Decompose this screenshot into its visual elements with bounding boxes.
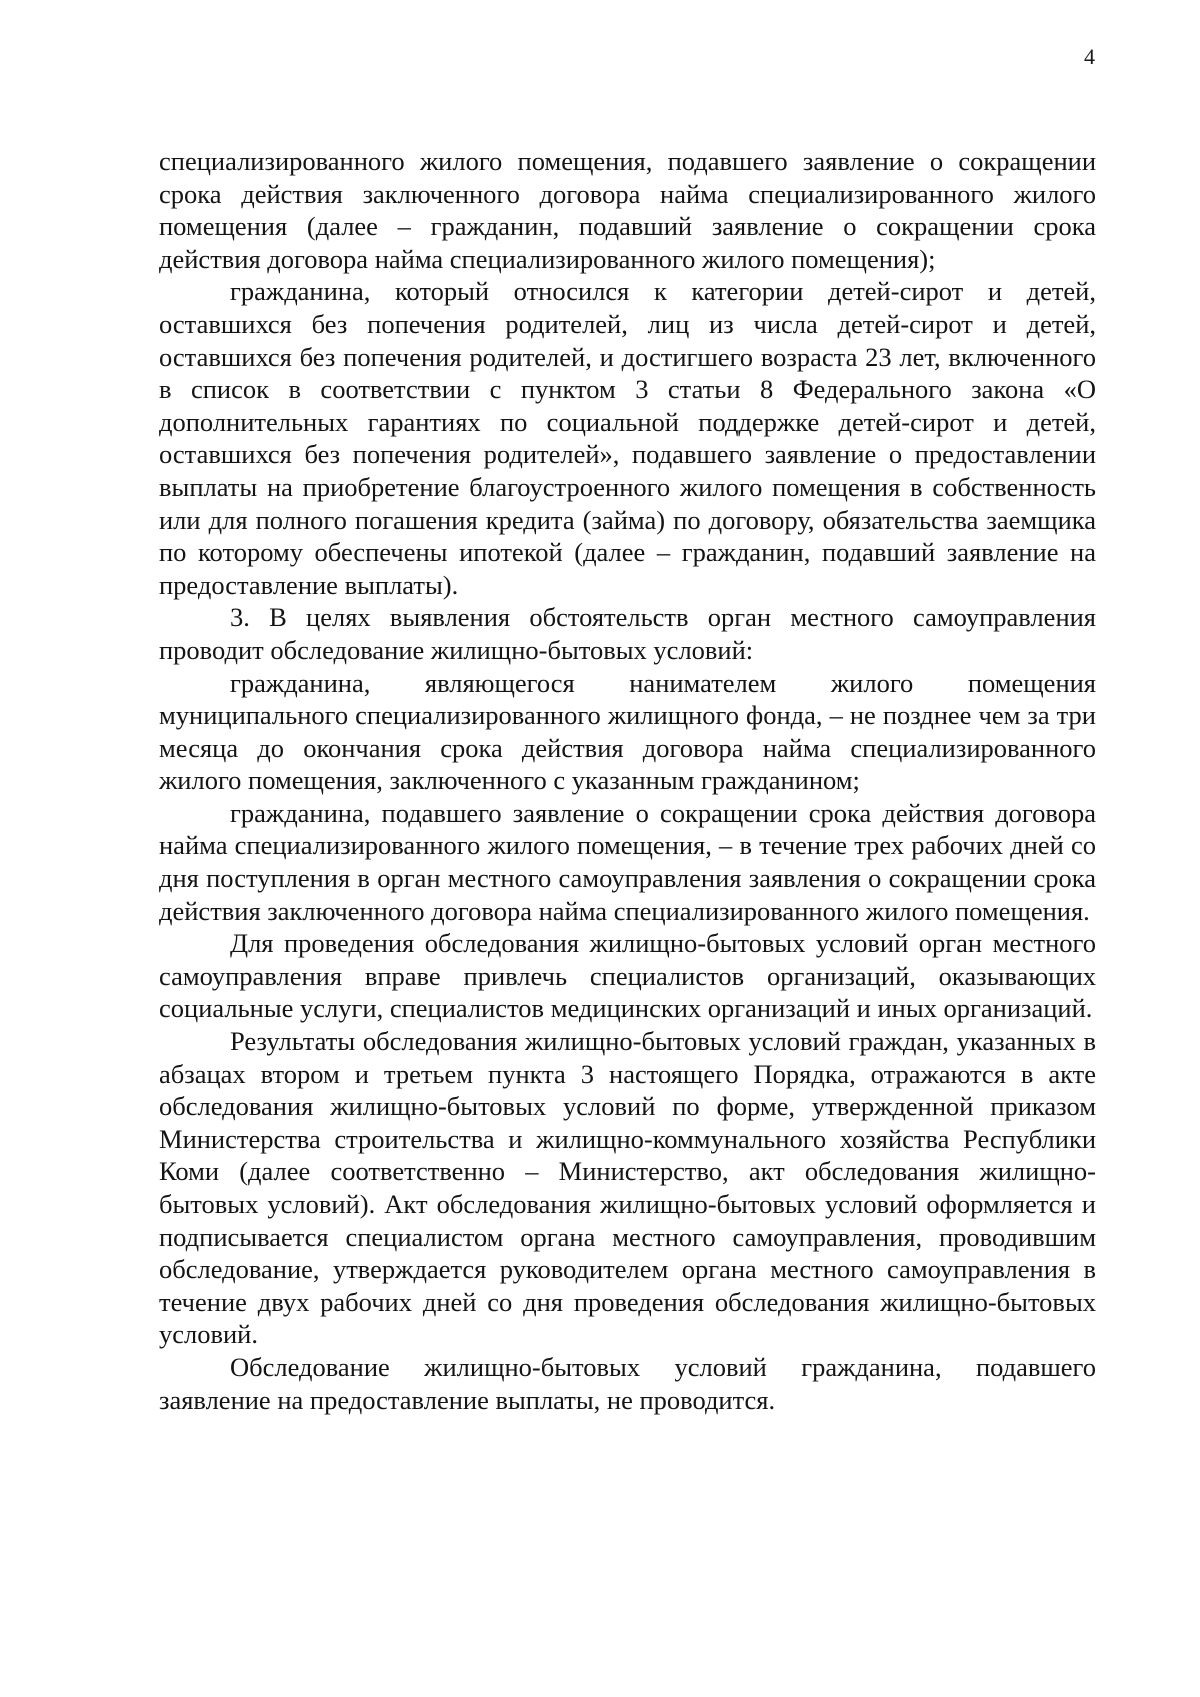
paragraph-continuation: специализированного жилого помещения, подавшего заявление о сокращении срока действия заключенного договора найма специализированного жилого помещения (далее – гражданин, подавший заявление о сокращении срока действия договора найма специализированного жилого помещения);: [159, 146, 1096, 274]
paragraph-results: Результаты обследования жилищно-бытовых условий граждан, указанных в абзацах втором и третьем пункта 3 настоящего Порядка, отражаются в акте обследования жилищно-бытовых условий по форме, утвержденной приказом Министерства строительства и жилищно-коммунального хозяйства Республики Коми (далее соответственно – Министерство, акт обследования жилищно-бытовых условий). Акт обследования жилищно-бытовых условий оформляется и подписывается специалистом органа местного самоуправления, проводившим обследование, утверждается руководителем органа местного самоуправления в течение двух рабочих дней со дня проведения обследования жилищно-бытовых условий.: [159, 1026, 1096, 1350]
paragraph-reduction-citizen: гражданина, подавшего заявление о сокращении срока действия договора найма специализированного жилого помещения, – в течение трех рабочих дней со дня поступления в орган местного самоуправления заявления о сокращении срока действия заключенного договора найма специализированного жилого помещения.: [159, 797, 1096, 926]
page-number: 4: [1084, 44, 1095, 69]
paragraph-no-inspection: Обследование жилищно-бытовых условий гражданина, подавшего заявление на предоставление выплаты, не проводится.: [159, 1351, 1096, 1415]
paragraph-orphan-citizen: гражданина, который относился к категории детей-сирот и детей, оставшихся без попечения родителей, лиц из числа детей-сирот и детей, оставшихся без попечения родителей, и достигшего возраста 23 лет, включенного в список в соответствии с пунктом 3 статьи 8 Федерального закона «О дополнительных гарантиях по социальной поддержке детей-сирот и детей, оставшихся без попечения родителей», подавшего заявление о предоставлении выплаты на приобретение благоустроенного жилого помещения в собственность или для полного погашения кредита (займа) по договору, обязательства заемщика по которому обеспечены ипотекой (далее – гражданин, подавший заявление на предоставление выплаты).: [159, 276, 1096, 600]
paragraph-specialists: Для проведения обследования жилищно-бытовых условий орган местного самоуправления вправе привлечь специалистов организаций, оказывающих социальные услуги, специалистов медицинских организаций и иных организаций.: [159, 928, 1096, 1024]
document-body: [159, 145, 1096, 1416]
paragraph-item-3: 3. В целях выявления обстоятельств орган местного самоуправления проводит обследование жилищно-бытовых условий:: [159, 602, 1096, 665]
paragraph-tenant-citizen: гражданина, являющегося нанимателем жилого помещения муниципального специализированного жилищного фонда, – не позднее чем за три месяца до окончания срока действия договора найма специализированного жилого помещения, заключенного с указанным гражданином;: [159, 667, 1096, 796]
